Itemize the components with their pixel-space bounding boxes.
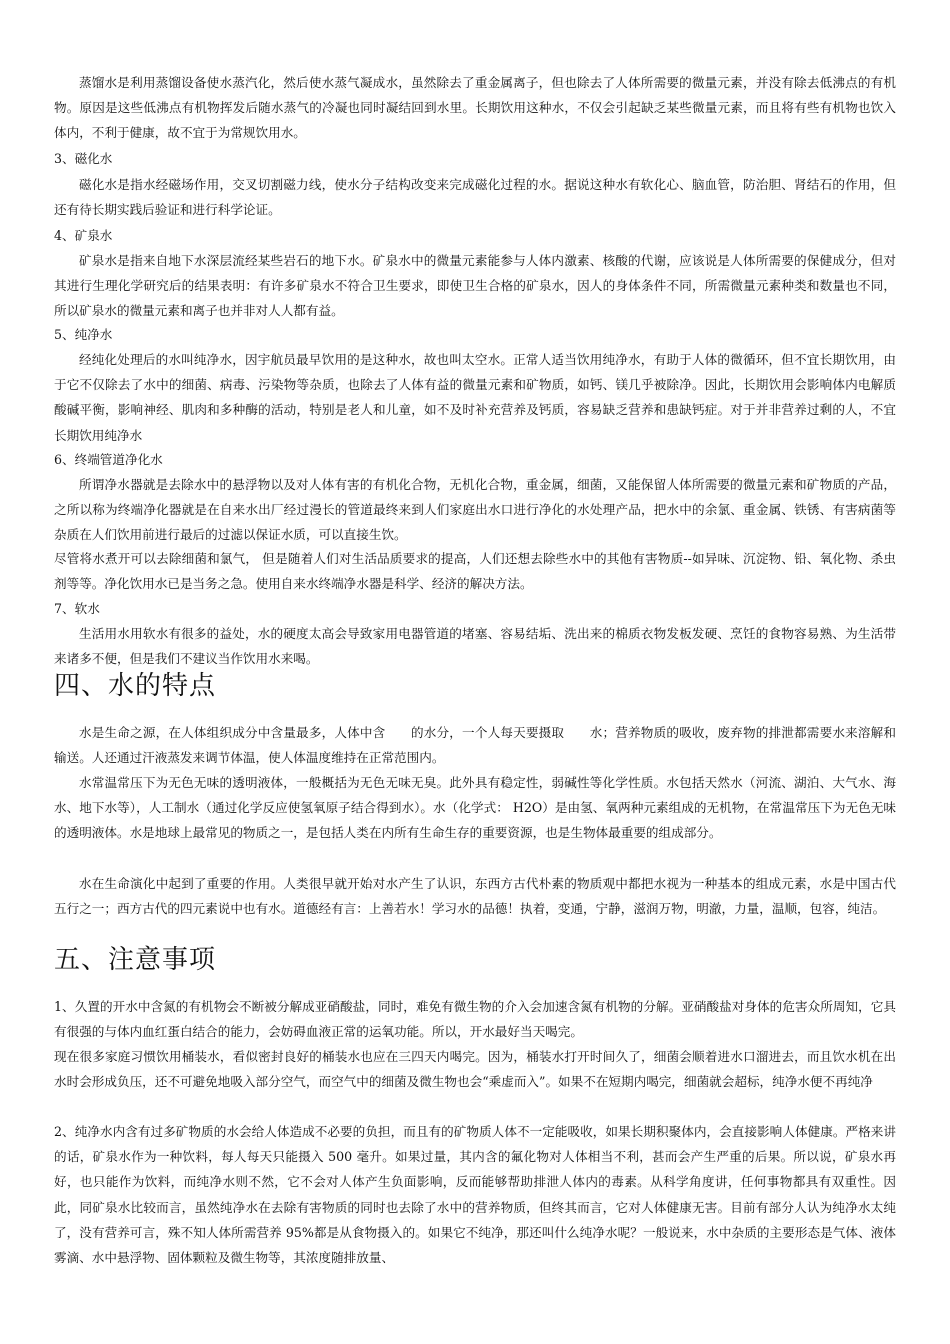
paragraph-mineral: 矿泉水是指来自地下水深层流经某些岩石的地下水。矿泉水中的微量元素能参与人体内激素、核酸的代谢，应该说是人体所需要的保健成分，但对其进行生理化学研究后的结果表明：有许多矿泉水不符合卫生要求，即使卫生合格的矿泉水，因人的身体条件不同，所需微量元素种类和数量也不同，所以矿泉水的微量元素和离子也并非对人人都有益。 [54, 253, 896, 319]
paragraph-magnetized: 磁化水是指水经磁场作用，交叉切割磁力线，使水分子结构改变来完成磁化过程的水。据说这种水有软化心、脑血管，防治胆、肾结石的作用，但还有待长期实践后验证和进行科学论证。 [54, 177, 896, 218]
paragraph-distilled-water: 蒸馏水是利用蒸馏设备使水蒸汽化，然后使水蒸气凝成水，虽然除去了重金属离子，但也除去了人体所需要的微量元素，并没有除去低沸点的有机物。原因是这些低沸点有机物挥发后随水蒸气的冷凝也同时凝结回到水里。长期饮用这种水，不仅会引起缺乏某些微量元素，而且将有些有机物也饮入体内，不利于健康，故不宜于为常规饮用水。 [54, 75, 896, 141]
paragraph-soft: 生活用水用软水有很多的益处，水的硬度太高会导致家用电器管道的堵塞、容易结垢、洗出来的棉质衣物发板发硬、烹饪的食物容易熟、为生活带来诸多不便，但是我们不建议当作饮用水来喝。 [54, 626, 896, 667]
paragraph-pure-water-minerals: 2、纯净水内含有过多矿物质的水会给人体造成不必要的负担，而且有的矿物质人体不一定能吸收，如果长期积聚体内，会直接影响人体健康。严格来讲的话，矿泉水作为一种饮料，每人每天只能摄入 500 毫升。如果过量，其内含的氟化物对人体相当不利，甚而会产生严重的后果。所以说，矿泉水再好，也只能作为饮料，而纯净水则不然，它不会对人体产生负面影响，反而能够帮助排泄人体内的毒素。从科学角度讲，任何事物都具有双重性。因此，同矿泉水比较而言，虽然纯净水在去除有害物质的同时也去除了水中的营养物质，但终其而言，它对人体健康无害。目前有部分人认为纯净水太纯了，没有营养可言，殊不知人体所需营养 95%都是从食物摄入的。如果它不纯净，那还叫什么纯净水呢？一般说来，水中杂质的主要形态是气体、液体雾滴、水中悬浮物、固体颗粒及微生物等，其浓度随排放量、 [54, 1124, 896, 1266]
paragraph-pure: 经纯化处理后的水叫纯净水，因宇航员最早饮用的是这种水，故也叫太空水。正常人适当饮用纯净水，有助于人体的微循环，但不宜长期饮用，由于它不仅除去了水中的细菌、病毒、污染物等杂质，也除去了人体有益的微量元素和矿物质，如钙、镁几乎被除净。因此，长期饮用会影响体内电解质酸碱平衡，影响神经、肌肉和多种酶的活动，特别是老人和儿童，如不及时补充营养及钙质，容易缺乏营养和患缺钙症。对于并非营养过剩的人，不宜长期饮用纯净水 [54, 352, 896, 443]
paragraph-water-history: 水在生命演化中起到了重要的作用。人类很早就开始对水产生了认识，东西方古代朴素的物质观中都把水视为一种基本的组成元素，水是中国古代五行之一；西方古代的四元素说中也有水。道德经有言：上善若水！学习水的品德！执着，变通，宁静，滋润万物，明澈，力量，温顺，包容，纯洁。 [54, 876, 896, 917]
section-heading-water-features: 四、水的特点 [54, 671, 217, 701]
item-heading-soft: 7、软水 [54, 601, 100, 616]
item-heading-magnetized: 3、磁化水 [54, 151, 113, 166]
paragraph-boiled-water: 1、久置的开水中含氮的有机物会不断被分解成亚硝酸盐，同时，难免有微生物的介入会加速含氮有机物的分解。亚硝酸盐对身体的危害众所周知，它具有很强的与体内血红蛋白结合的能力，会妨碍血液正常的运氧功能。所以，开水最好当天喝完。 [54, 999, 896, 1040]
paragraph-water-life: 水是生命之源，在人体组织成分中含量最多，人体中含 的水分，一个人每天要摄取 水；营养物质的吸收，废弃物的排泄都需要水来溶解和输送。人还通过汗液蒸发来调节体温，使人体温度维持在正常范围内。 [54, 725, 896, 766]
item-heading-pure: 5、纯净水 [54, 327, 113, 342]
paragraph-bottled-water: 现在很多家庭习惯饮用桶装水，看似密封良好的桶装水也应在三四天内喝完。因为，桶装水打开时间久了，细菌会顺着进水口溜进去，而且饮水机在出水时会形成负压，还不可避免地吸入部分空气，而空气中的细菌及微生物也会“乘虚而入”。如果不在短期内喝完，细菌就会超标，纯净水便不再纯净 [54, 1049, 896, 1090]
item-heading-terminal-purifier: 6、终端管道净化水 [54, 452, 163, 467]
paragraph-boiling: 尽管将水煮开可以去除细菌和氯气， 但是随着人们对生活品质要求的提高，人们还想去除些水中的其他有害物质--如异味、沉淀物、铅、氧化物、杀虫剂等等。净化饮用水已是当务之急。使用自来水终端净水器是科学、经济的解决方法。 [54, 551, 896, 592]
item-heading-mineral: 4、矿泉水 [54, 228, 113, 243]
paragraph-terminal-purifier: 所谓净水器就是去除水中的悬浮物以及对人体有害的有机化合物，无机化合物，重金属，细菌，又能保留人体所需要的微量元素和矿物质的产品，之所以称为终端净化器就是在自来水出厂经过漫长的管道最终来到人们家庭出水口进行净化的水处理产品，把水中的余氯、重金属、铁锈、有害病菌等杂质在人们饮用前进行最后的过滤以保证水质，可以直接生饮。 [54, 477, 896, 543]
paragraph-water-properties: 水常温常压下为无色无味的透明液体，一般概括为无色无味无臭。此外具有稳定性，弱碱性等化学性质。水包括天然水（河流、湖泊、大气水、海水、地下水等），人工制水（通过化学反应使氢氧原子结合得到水）。水（化学式： H2O）是由氢、氧两种元素组成的无机物，在常温常压下为无色无味的透明液体。水是地球上最常见的物质之一，是包括人类在内所有生命生存的重要资源，也是生物体最重要的组成部分。 [54, 775, 896, 841]
section-heading-precautions: 五、注意事项 [54, 945, 217, 975]
